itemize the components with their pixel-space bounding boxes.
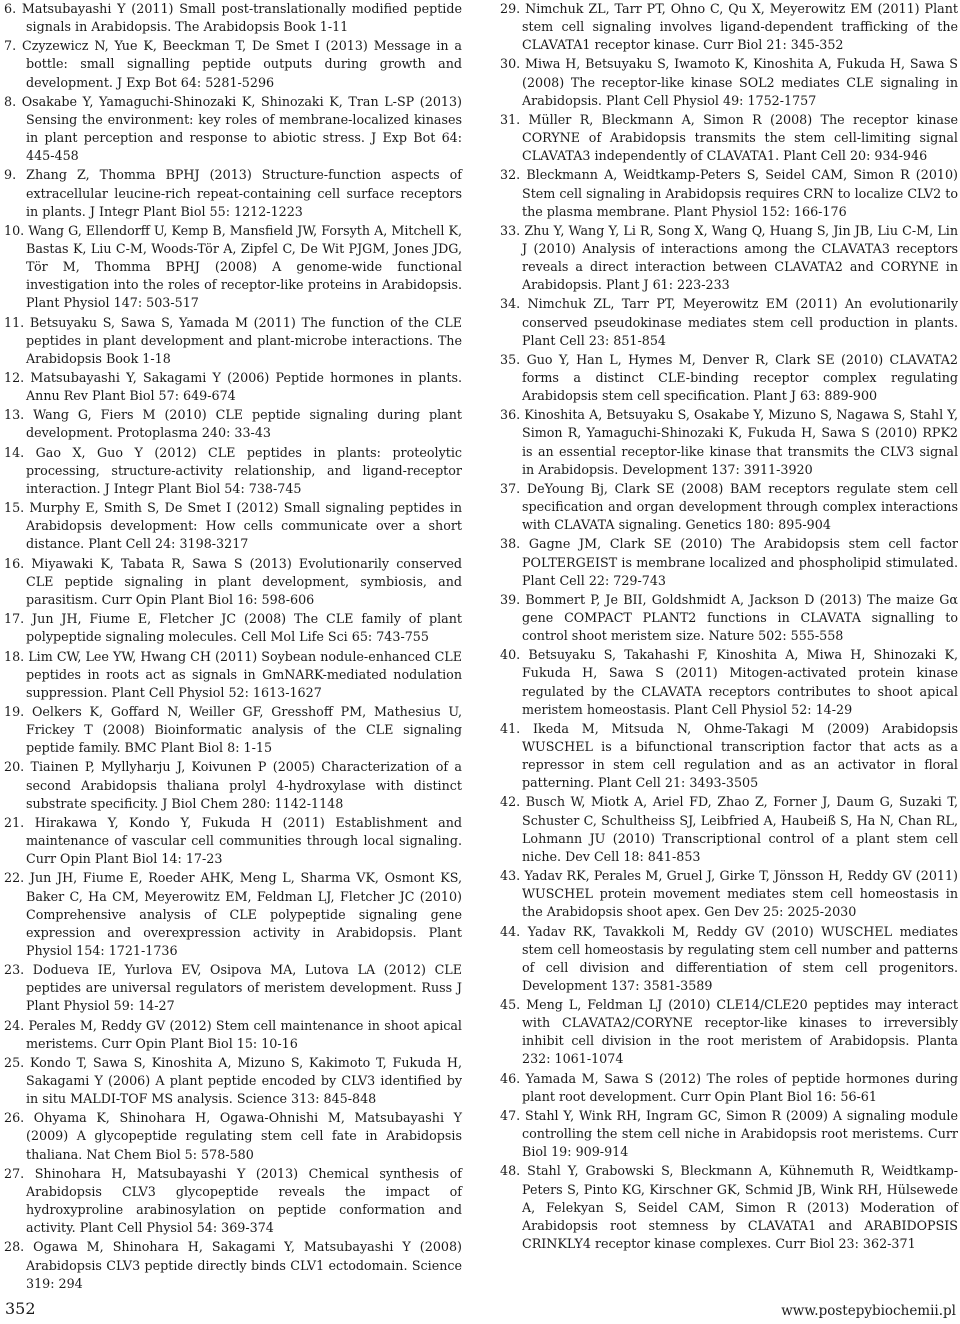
reference-item: 32. Bleckmann A, Weidtkamp-Peters S, Seidel CAM, Simon R (2010) Stem cell signaling in Arabidopsis requires CRN to localize CLV2 to the plasma membrane. Plant Physiol 152: 166-176 — [500, 167, 958, 219]
reference-item: 10. Wang G, Ellendorff U, Kemp B, Mansfield JW, Forsyth A, Mitchell K, Bastas K, Liu C-M, Woods-Tör A, Zipfel C, De Wit PJGM, Jones JDG, Tör M, Thomma BPHJ (2008) A genome-wide functional investigation into the roles of receptor-like proteins in Arabidopsis. Plant Physiol 147: 503-517 — [4, 222, 462, 311]
reference-item: 13. Wang G, Fiers M (2010) CLE peptide signaling during plant development. Protoplasma 240: 33-43 — [4, 407, 462, 441]
reference-item: 48. Stahl Y, Grabowski S, Bleckmann A, Kühnemuth R, Weidtkamp-Peters S, Pinto KG, Kirschner GK, Schmid JB, Wink RH, Hülsewede A, Felekyan S, Seidel CAM, Simon R (2013) Moderation of Arabidopsis root stemness by CLAVATA1 and ARABIDOPSIS CRINKLY4 receptor kinase complexes. Curr Biol 23: 362-371 — [500, 1163, 958, 1251]
reference-item: 47. Stahl Y, Wink RH, Ingram GC, Simon R (2009) A signaling module controlling the stem cell niche in Arabidopsis root meristems. Curr Biol 19: 909-914 — [500, 1108, 958, 1160]
reference-item: 15. Murphy E, Smith S, De Smet I (2012) Small signaling peptides in Arabidopsis development: How cells communicate over a short distance. Plant Cell 24: 3198-3217 — [4, 500, 462, 552]
reference-item: 11. Betsuyaku S, Sawa S, Yamada M (2011) The function of the CLE peptides in plant development and plant-microbe interactions. The Arabidopsis Book 1-18 — [4, 314, 462, 366]
reference-item: 45. Meng L, Feldman LJ (2010) CLE14/CLE20 peptides may interact with CLAVATA2/CORYNE receptor-like kinases to irreversibly inhibit cell division in the root meristem of Arabidopsis. Planta 232: 1061-1074 — [500, 997, 958, 1067]
reference-item: 12. Matsubayashi Y, Sakagami Y (2006) Peptide hormones in plants. Annu Rev Plant Biol 57: 649-674 — [4, 370, 462, 404]
reference-item: 23. Dodueva IE, Yurlova EV, Osipova MA, Lutova LA (2012) CLE peptides are universal regulators of meristem development. Russ J Plant Physiol 59: 14-27 — [4, 962, 462, 1014]
reference-item: 46. Yamada M, Sawa S (2012) The roles of peptide hormones during plant root development. Curr Opin Plant Biol 16: 56-61 — [500, 1070, 958, 1104]
references-right-column — [500, 0, 958, 1254]
reference-item: 6. Matsubayashi Y (2011) Small post-translationally modified peptide signals in Arabidopsis. The Arabidopsis Book 1-11 — [4, 1, 462, 35]
reference-item: 24. Perales M, Reddy GV (2012) Stem cell maintenance in shoot apical meristems. Curr Opin Plant Biol 15: 10-16 — [4, 1017, 462, 1051]
reference-item: 19. Oelkers K, Goffard N, Weiller GF, Gresshoff PM, Mathesius U, Frickey T (2008) Bioinformatic analysis of the CLE signaling peptide family. BMC Plant Biol 8: 1-15 — [4, 704, 462, 756]
reference-item: 17. Jun JH, Fiume E, Fletcher JC (2008) The CLE family of plant polypeptide signaling molecules. Cell Mol Life Sci 65: 743-755 — [4, 611, 462, 645]
reference-item: 30. Miwa H, Betsuyaku S, Iwamoto K, Kinoshita A, Fukuda H, Sawa S (2008) The receptor-like kinase SOL2 mediates CLE signaling in Arabidopsis. Plant Cell Physiol 49: 1752-1757 — [500, 56, 958, 108]
reference-item: 21. Hirakawa Y, Kondo Y, Fukuda H (2011) Establishment and maintenance of vascular cell communities through local signaling. Curr Opin Plant Biol 14: 17-23 — [4, 814, 462, 867]
reference-item: 43. Yadav RK, Perales M, Gruel J, Girke T, Jönsson H, Reddy GV (2011) WUSCHEL protein movement mediates stem cell homeostasis in the Arabidopsis shoot apex. Gen Dev 25: 2025-2030 — [500, 868, 958, 920]
reference-item: 14. Gao X, Guo Y (2012) CLE peptides in plants: proteolytic processing, structure-activity relationship, and ligand-receptor interaction. J Integr Plant Biol 54: 738-745 — [4, 444, 462, 496]
reference-item: 38. Gagne JM, Clark SE (2010) The Arabidopsis stem cell factor POLTERGEIST is membrane localized and phospholipid stimulated. Plant Cell 22: 729-743 — [500, 536, 958, 588]
reference-item: 40. Betsuyaku S, Takahashi F, Kinoshita A, Miwa H, Shinozaki K, Fukuda H, Sawa S (2011) Mitogen-activated protein kinase regulated by the CLAVATA receptors contributes to shoot apical meristem homeostasis. Plant Cell Physiol 52: 14-29 — [500, 647, 958, 717]
reference-item: 42. Busch W, Miotk A, Ariel FD, Zhao Z, Forner J, Daum G, Suzaki T, Schuster C, Schultheiss SJ, Leibfried A, Haubeiß S, Ha N, Chan RL, Lohmann JU (2010) Transcriptional control of a plant stem cell niche. Dev Cell 18: 841-853 — [500, 794, 958, 864]
reference-item: 18. Lim CW, Lee YW, Hwang CH (2011) Soybean nodule-enhanced CLE peptides in roots act as signals in GmNARK-mediated nodulation suppression. Plant Cell Physiol 52: 1613-1627 — [4, 648, 462, 700]
reference-item: 35. Guo Y, Han L, Hymes M, Denver R, Clark SE (2010) CLAVATA2 forms a distinct CLE-binding receptor complex regulating Arabidopsis stem cell specification. Plant J 63: 889-900 — [500, 351, 958, 404]
reference-item: 28. Ogawa M, Shinohara H, Sakagami Y, Matsubayashi Y (2008) Arabidopsis CLV3 peptide directly binds CLV1 ectodomain. Science 319: 294 — [4, 1239, 462, 1291]
references-left-column — [4, 0, 462, 1294]
reference-item: 33. Zhu Y, Wang Y, Li R, Song X, Wang Q, Huang S, Jin JB, Liu C-M, Lin J (2010) Analysis of interactions among the CLAVATA3 receptors reveals a direct interaction between CLAVATA2 and CORYNE in Arabidopsis. Plant J 61: 223-233 — [500, 222, 958, 293]
journal-url: www.postepybiochemii.pl — [781, 1303, 956, 1319]
reference-item: 20. Tiainen P, Myllyharju J, Koivunen P (2005) Characterization of a second Arabidopsis thaliana prolyl 4-hydroxylase with distinct substrate specificity. J Biol Chem 280: 1142-1148 — [4, 759, 462, 811]
reference-item: 22. Jun JH, Fiume E, Roeder AHK, Meng L, Sharma VK, Osmont KS, Baker C, Ha CM, Meyerowitz EM, Feldman LJ, Fletcher JC (2010) Comprehensive analysis of CLE polypeptide signaling gene expression and overexpression activity in Arabidopsis. Plant Physiol 154: 1721-1736 — [4, 870, 462, 958]
reference-item: 7. Czyzewicz N, Yue K, Beeckman T, De Smet I (2013) Message in a bottle: small signalling peptide outputs during growth and development. J Exp Bot 64: 5281-5296 — [4, 38, 462, 90]
reference-item: 16. Miyawaki K, Tabata R, Sawa S (2013) Evolutionarily conserved CLE peptide signaling in plant development, symbiosis, and parasitism. Curr Opin Plant Biol 16: 598-606 — [4, 555, 462, 607]
reference-item: 27. Shinohara H, Matsubayashi Y (2013) Chemical synthesis of Arabidopsis CLV3 glycopeptide reveals the impact of hydroxyproline arabinosylation on peptide conformation and activity. Plant Cell Physiol 54: 369-374 — [4, 1165, 462, 1236]
page-number: 352 — [5, 1299, 36, 1318]
reference-item: 8. Osakabe Y, Yamaguchi-Shinozaki K, Shinozaki K, Tran L-SP (2013) Sensing the environment: key roles of membrane-localized kinases in plant perception and response to abiotic stress. J Exp Bot 64: 445-458 — [4, 93, 462, 164]
reference-item: 36. Kinoshita A, Betsuyaku S, Osakabe Y, Mizuno S, Nagawa S, Stahl Y, Simon R, Yamaguchi-Shinozaki K, Fukuda H, Sawa S (2010) RPK2 is an essential receptor-like kinase that transmits the CLV3 signal in Arabidopsis. Development 137: 3911-3920 — [500, 407, 958, 477]
reference-item: 44. Yadav RK, Tavakkoli M, Reddy GV (2010) WUSCHEL mediates stem cell homeostasis by regulating stem cell number and patterns of cell division and differentiation of stem cell progenitors. Development 137: 3581-3589 — [500, 923, 958, 993]
reference-item: 29. Nimchuk ZL, Tarr PT, Ohno C, Qu X, Meyerowitz EM (2011) Plant stem cell signaling involves ligand-dependent trafficking of the CLAVATA1 receptor kinase. Curr Biol 21: 345-352 — [500, 1, 958, 53]
reference-item: 31. Müller R, Bleckmann A, Simon R (2008) The receptor kinase CORYNE of Arabidopsis transmits the stem cell-limiting signal CLAVATA3 independently of CLAVATA1. Plant Cell 20: 934-946 — [500, 111, 958, 164]
reference-item: 9. Zhang Z, Thomma BPHJ (2013) Structure-function aspects of extracellular leucine-rich repeat-containing cell surface receptors in plants. J Integr Plant Biol 55: 1212-1223 — [4, 167, 462, 219]
reference-item: 26. Ohyama K, Shinohara H, Ogawa-Ohnishi M, Matsubayashi Y (2009) A glycopeptide regulating stem cell fate in Arabidopsis thaliana. Nat Chem Biol 5: 578-580 — [4, 1110, 462, 1162]
reference-item: 25. Kondo T, Sawa S, Kinoshita A, Mizuno S, Kakimoto T, Fukuda H, Sakagami Y (2006) A plant peptide encoded by CLV3 identified by in situ MALDI-TOF MS analysis. Science 313: 845-848 — [4, 1054, 462, 1107]
reference-item: 39. Bommert P, Je BII, Goldshmidt A, Jackson D (2013) The maize Gα gene COMPACT PLANT2 functions in CLAVATA signalling to control shoot meristem size. Nature 502: 555-558 — [500, 591, 958, 644]
reference-item: 34. Nimchuk ZL, Tarr PT, Meyerowitz EM (2011) An evolutionarily conserved pseudokinase mediates stem cell production in plants. Plant Cell 23: 851-854 — [500, 296, 958, 348]
reference-item: 41. Ikeda M, Mitsuda N, Ohme-Takagi M (2009) Arabidopsis WUSCHEL is a bifunctional transcription factor that acts as a repressor in stem cell regulation and as an activator in floral patterning. Plant Cell 21: 3493-3505 — [500, 720, 958, 791]
reference-item: 37. DeYoung Bj, Clark SE (2008) BAM receptors regulate stem cell specification and organ development through complex interactions with CLAVATA signaling. Genetics 180: 895-904 — [500, 480, 958, 533]
